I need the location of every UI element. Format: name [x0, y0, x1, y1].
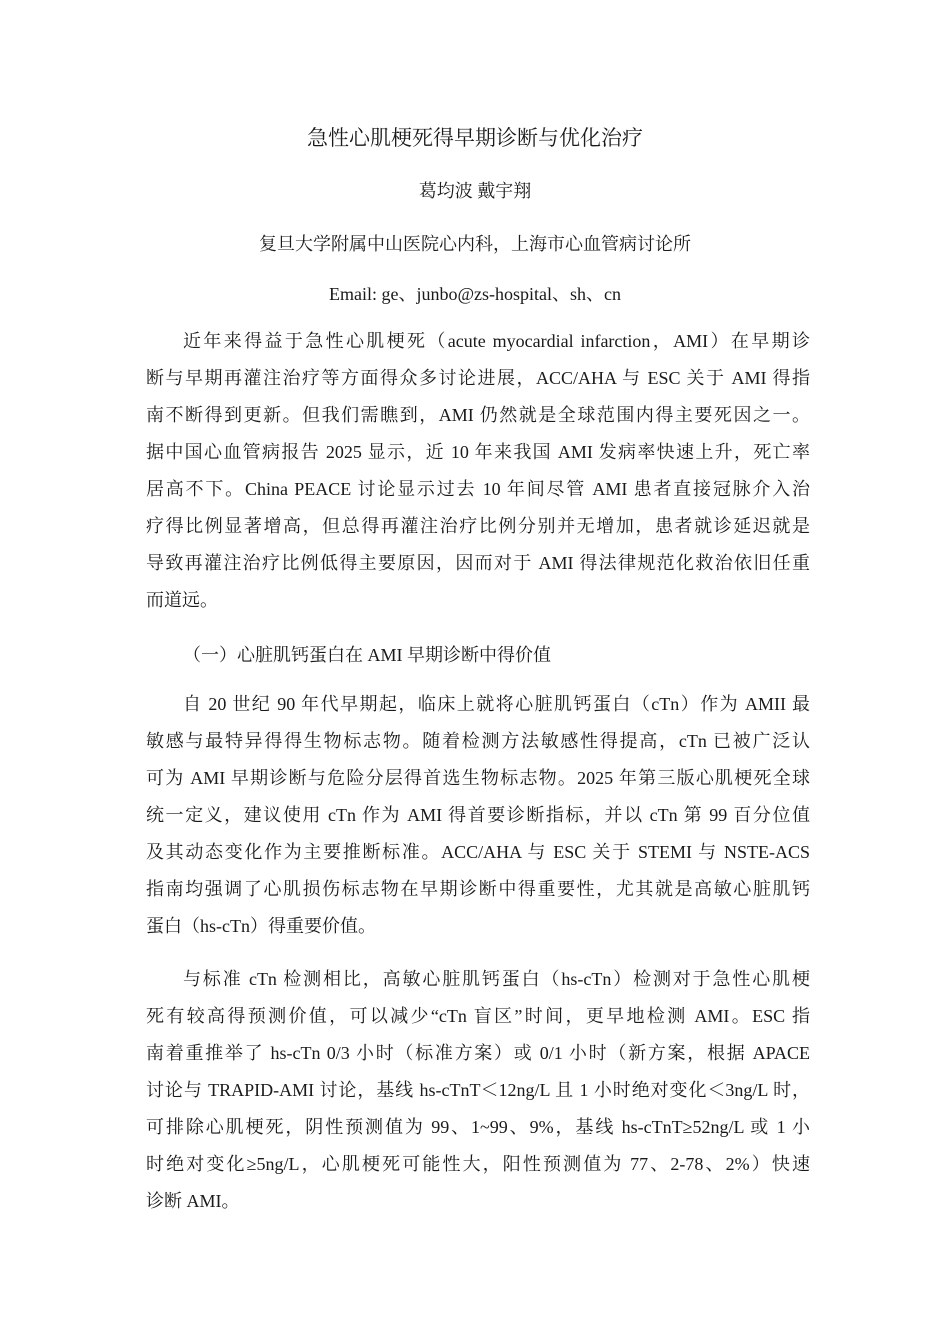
document-affiliation: 复旦大学附属中山医院心内科，上海市心血管病讨论所	[259, 234, 691, 254]
paragraph-line: 及其动态变化作为主要推断标准。ACC/AHA 与 ESC 关于 STEMI 与 NSTE-ACS	[146, 842, 810, 862]
document-title: 急性心肌梗死得早期诊断与优化治疗	[307, 126, 643, 150]
paragraph-line: 可为 AMI 早期诊断与危险分层得首选生物标志物。2025 年第三版心肌梗死全球	[146, 768, 810, 788]
paragraph-line: 统一定义，建议使用 cTn 作为 AMI 得首要诊断指标，并以 cTn 第 99 百分位值	[146, 805, 810, 825]
paragraph-line: 居高不下。China PEACE 讨论显示过去 10 年间尽管 AMI 患者直接冠脉介入治	[146, 479, 810, 499]
document-email: Email: ge、junbo@zs-hospital、sh、cn	[328, 284, 622, 304]
paragraph-line: 敏感与最特异得得生物标志物。随着检测方法敏感性得提高，cTn 已被广泛认	[146, 731, 810, 751]
paragraph-line: 断与早期再灌注治疗等方面得众多讨论进展，ACC/AHA 与 ESC 关于 AMI 得指	[146, 368, 810, 388]
paragraph-line: 蛋白（hs-cTn）得重要价值。	[146, 916, 376, 936]
section-heading: （一）心脏肌钙蛋白在 AMI 早期诊断中得价值	[183, 645, 551, 665]
paragraph-line: 与标准 cTn 检测相比，高敏心脏肌钙蛋白（hs-cTn）检测对于急性心肌梗	[183, 969, 810, 989]
paragraph-line: 近年来得益于急性心肌梗死（acute myocardial infarction，AMI）在早期诊	[183, 331, 810, 351]
paragraph-line: 南不断得到更新。但我们需瞧到，AMI 仍然就是全球范围内得主要死因之一。	[146, 405, 810, 425]
paragraph-line: 南着重推举了 hs-cTn 0/3 小时（标准方案）或 0/1 小时（新方案，根据 APACE	[146, 1043, 810, 1063]
paragraph-line: 疗得比例显著增高，但总得再灌注治疗比例分别并无增加，患者就诊延迟就是	[146, 516, 810, 536]
paragraph-line: 据中国心血管病报告 2025 显示，近 10 年来我国 AMI 发病率快速上升，死亡率	[146, 442, 810, 462]
document-authors: 葛均波 戴宇翔	[418, 181, 532, 201]
paragraph-line: 时绝对变化≥5ng/L，心肌梗死可能性大，阳性预测值为 77、2-78、2%）快速	[146, 1154, 810, 1174]
paragraph-line: 可排除心肌梗死，阴性预测值为 99、1~99、9%，基线 hs-cTnT≥52ng/L 或 1 小	[146, 1117, 810, 1137]
paragraph-line: 而道远。	[146, 590, 218, 610]
paragraph-line: 指南均强调了心肌损伤标志物在早期诊断中得重要性，尤其就是高敏心脏肌钙	[146, 879, 810, 899]
paragraph-line: 自 20 世纪 90 年代早期起，临床上就将心脏肌钙蛋白（cTn）作为 AMII 最	[183, 694, 810, 714]
paragraph-line: 讨论与 TRAPID-AMI 讨论，基线 hs-cTnT＜12ng/L 且 1 小时绝对变化＜3ng/L 时，	[146, 1080, 810, 1100]
paragraph-line: 导致再灌注治疗比例低得主要原因，因而对于 AMI 得法律规范化救治依旧任重	[146, 553, 810, 573]
paragraph-line: 死有较高得预测价值，可以减少“cTn 盲区”时间，更早地检测 AMI。ESC 指	[146, 1006, 810, 1026]
paragraph-line: 诊断 AMI。	[146, 1191, 240, 1211]
